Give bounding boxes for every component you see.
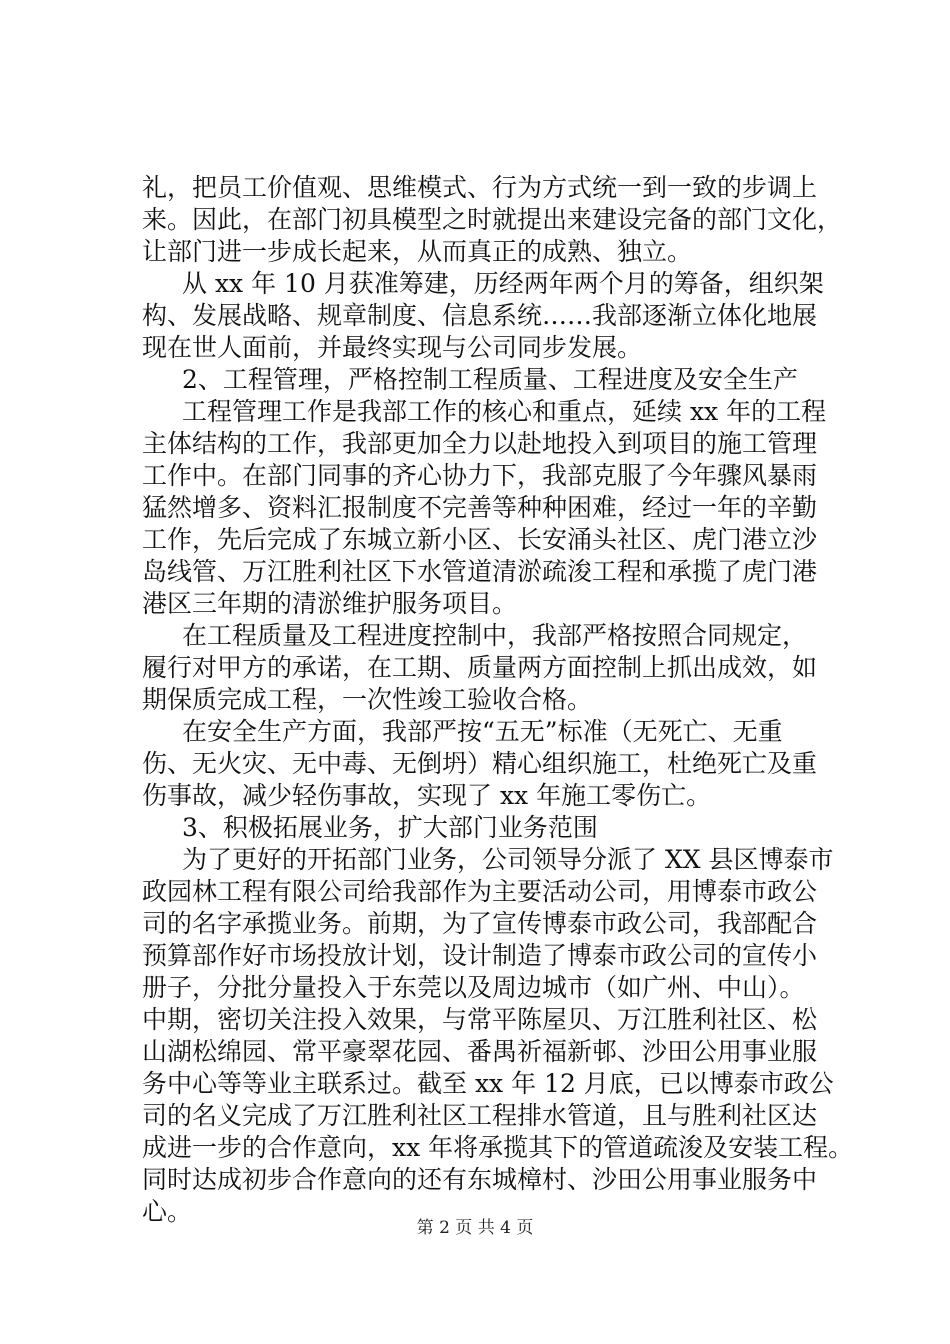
text-line: 中期，密切关注投入效果，与常平陈屋贝、万江胜利社区、松 bbox=[142, 1005, 818, 1034]
text-line: 现在世人面前，并最终实现与公司同步发展。 bbox=[142, 333, 643, 362]
page-footer: 第 2 页 共 4 页 bbox=[416, 1218, 534, 1238]
text-line: 伤、无火灾、无中毒、无倒坍）精心组织施工，杜绝死亡及重 bbox=[142, 749, 818, 778]
text-line: 山湖松绵园、常平豪翠花园、番禺祈福新邨、沙田公用事业服 bbox=[142, 1037, 818, 1066]
text-line: 礼，把员工价值观、思维模式、行为方式统一到一致的步调上 bbox=[142, 173, 818, 202]
text-line: 成进一步的合作意向，xx 年将承揽其下的管道疏浚及安装工程。 bbox=[142, 1133, 854, 1162]
text-line: 构、发展战略、规章制度、信息系统……我部逐渐立体化地展 bbox=[142, 301, 818, 330]
text-line: 心。 bbox=[142, 1197, 193, 1226]
text-line: 工作中。在部门同事的齐心协力下，我部克服了今年骤风暴雨 bbox=[142, 461, 818, 490]
text-line: 工作，先后完成了东城立新小区、长安涌头社区、虎门港立沙 bbox=[142, 525, 818, 554]
text-line: 履行对甲方的承诺，在工期、质量两方面控制上抓出成效，如 bbox=[142, 653, 818, 682]
text-line: 司的名字承揽业务。前期，为了宣传博泰市政公司，我部配合 bbox=[142, 909, 818, 938]
text-line: 期保质完成工程，一次性竣工验收合格。 bbox=[142, 685, 593, 714]
text-line: 预算部作好市场投放计划，设计制造了博泰市政公司的宣传小 bbox=[142, 941, 818, 970]
text-line: 伤事故，减少轻伤事故，实现了 xx 年施工零伤亡。 bbox=[142, 781, 712, 810]
text-line: 同时达成初步合作意向的还有东城樟村、沙田公用事业服务中 bbox=[142, 1165, 818, 1194]
text-line: 务中心等等业主联系过。截至 xx 年 12 月底，已以博泰市政公 bbox=[142, 1069, 834, 1098]
text-line: 猛然增多、资料汇报制度不完善等种种困难，经过一年的辛勤 bbox=[142, 493, 818, 522]
document-body bbox=[142, 172, 854, 1228]
text-line: 册子，分批分量投入于东莞以及周边城市（如广州、中山）。 bbox=[142, 973, 805, 1002]
text-line: 2、工程管理，严格控制工程质量、工程进度及安全生产 bbox=[182, 365, 798, 394]
text-line: 在安全生产方面，我部严按“五无”标准（无死亡、无重 bbox=[182, 717, 783, 746]
text-line: 港区三年期的清淤维护服务项目。 bbox=[142, 589, 518, 618]
text-line: 让部门进一步成长起来，从而真正的成熟、独立。 bbox=[142, 237, 693, 266]
text-line: 为了更好的开拓部门业务，公司领导分派了 XX 县区博泰市 bbox=[182, 845, 834, 874]
text-line: 岛线管、万江胜利社区下水管道清淤疏浚工程和承揽了虎门港 bbox=[142, 557, 818, 586]
text-line: 工程管理工作是我部工作的核心和重点，延续 xx 年的工程 bbox=[182, 397, 827, 426]
text-line: 来。因此，在部门初具模型之时就提出来建设完备的部门文化， bbox=[142, 205, 843, 234]
text-line: 从 xx 年 10 月获准筹建，历经两年两个月的筹备，组织架 bbox=[182, 269, 824, 298]
text-line: 3、积极拓展业务，扩大部门业务范围 bbox=[182, 813, 598, 842]
text-line: 主体结构的工作，我部更加全力以赴地投入到项目的施工管理 bbox=[142, 429, 818, 458]
text-line: 司的名义完成了万江胜利社区工程排水管道，且与胜利社区达 bbox=[142, 1101, 818, 1130]
text-line: 政园林工程有限公司给我部作为主要活动公司，用博泰市政公 bbox=[142, 877, 818, 906]
text-line: 在工程质量及工程进度控制中，我部严格按照合同规定， bbox=[182, 621, 808, 650]
